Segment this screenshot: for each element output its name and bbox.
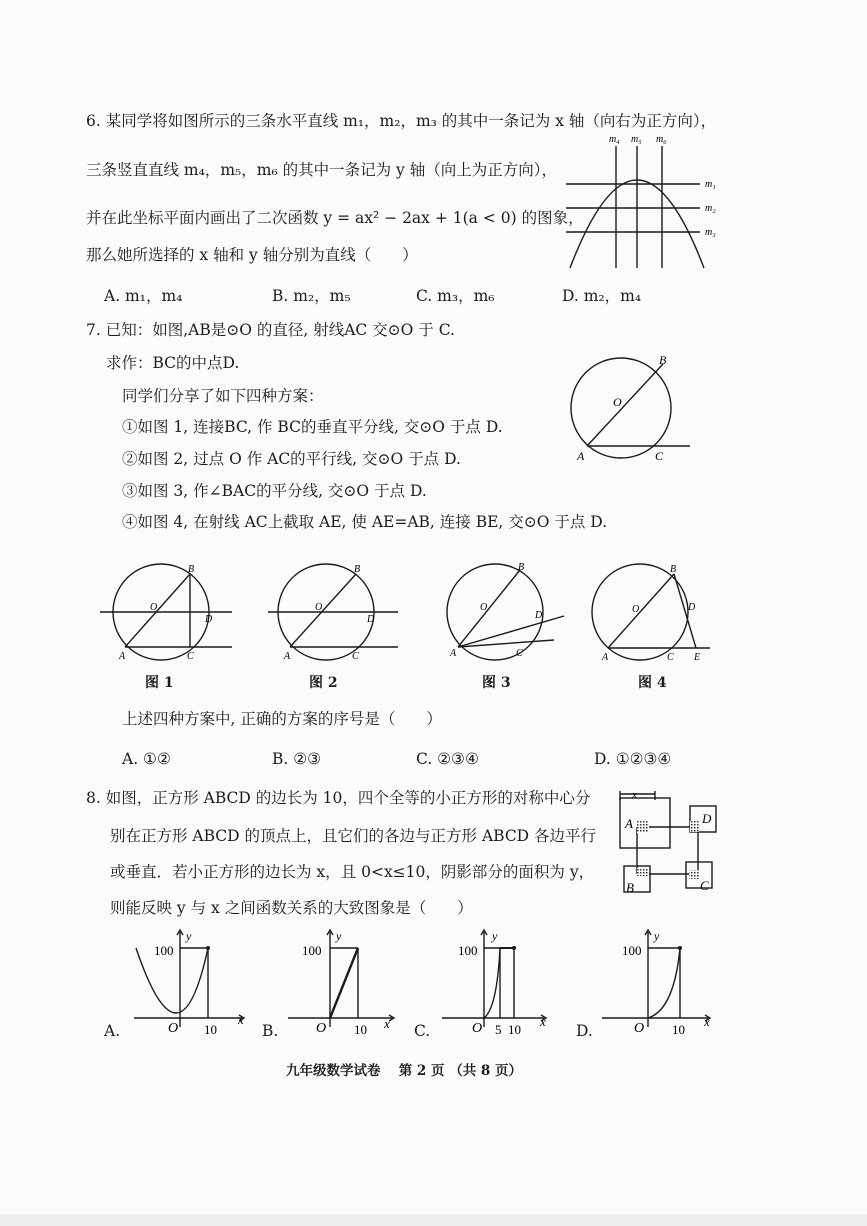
q7-line-4: ①如图 1, 连接BC, 作 BC的垂直平分线, 交⊙O 于点 D. [122,418,503,436]
q6-line-3: 并在此坐标平面内画出了二次函数 y = ax² − 2ax + 1(a < 0) 的图象， [86,209,584,227]
fig4-label-b: B [670,564,677,575]
graph-a-label-o: O [168,1021,179,1036]
fig2-label-o: O [315,602,323,613]
fig3-label-c: C [516,648,523,659]
graph-b-label-y: y [336,929,342,943]
fig4-label-o: O [632,604,640,615]
q8-option-b[interactable]: B. [262,1022,279,1040]
q8-fig-label-d: D [702,811,712,826]
graph-d-label-100: 100 [622,943,642,958]
fig4-label-c: C [667,652,674,663]
q6-line-2: 三条竖直直线 m₄，m₅，m₆ 的其中一条记为 y 轴（向上为正方向）， [86,161,557,179]
q7-line-5: ②如图 2, 过点 O 作 AC的平行线, 交⊙O 于点 D. [122,450,461,468]
q7-question: 上述四种方案中, 正确的方案的序号是（ ） [122,710,442,728]
q6-line-1: 6. 某同学将如图所示的三条水平直线 m₁，m₂，m₃ 的其中一条记为 x 轴（向右为正方向）， [86,112,717,130]
q8-graph-d[interactable] [600,928,720,1037]
graph-c-label-o: O [472,1021,483,1036]
q7-main-figure [566,354,696,466]
graph-a-label-x: x [238,1012,244,1027]
q7-line-3: 同学们分享了如下四种方案： [122,387,324,405]
q7-main-label-c: C [655,449,664,463]
fig6-label-m2: m₂ [705,203,716,214]
graph-b-label-10: 10 [354,1022,367,1037]
q6-parabola-figure [562,132,732,272]
graph-d-label-10: 10 [672,1022,685,1037]
q8-squares-figure [610,788,722,910]
graph-c-label-y: y [492,929,498,943]
q8-line-2: 别在正方形 ABCD 的顶点上，且它们的各边与正方形 ABCD 各边平行 [110,827,597,845]
q8-option-c[interactable]: C. [414,1022,431,1040]
graph-a-label-100: 100 [154,943,174,958]
q7-option-d[interactable]: D. ①②③④ [594,750,672,768]
fig2-label-b: B [354,564,361,575]
q7-option-a[interactable]: A. ①② [122,750,171,768]
fig1-label-b: B [188,564,195,575]
q7-caption-4: 图 4 [638,675,667,691]
q8-graph-b[interactable] [286,928,406,1037]
q8-fig-label-x: x [632,789,637,801]
graph-c-label-100: 100 [458,943,478,958]
fig2-label-d: D [367,614,375,625]
graph-c-label-5: 5 [495,1022,502,1037]
q7-caption-1: 图 1 [145,675,174,691]
fig3-label-a: A [450,648,457,659]
fig4-label-d: D [688,602,696,613]
q7-main-label-b: B [659,353,667,367]
graph-b-label-o: O [316,1021,327,1036]
q8-option-d[interactable]: D. [576,1022,593,1040]
q7-caption-3: 图 3 [482,675,511,691]
q6-option-c[interactable]: C. m₃，m₆ [416,287,495,305]
fig2-label-a: A [284,651,291,662]
q7-option-b[interactable]: B. ②③ [272,750,322,768]
fig1-label-a: A [119,651,126,662]
q7-line-6: ③如图 3, 作∠BAC的平分线, 交⊙O 于点 D. [122,482,427,500]
fig6-label-m6: m₆ [656,134,667,145]
graph-d-label-o: O [634,1021,645,1036]
fig6-label-m1: m₁ [705,179,716,190]
fig3-label-o: O [480,602,488,613]
q8-option-a[interactable]: A. [104,1022,121,1040]
q8-line-3: 或垂直．若小正方形的边长为 x，且 0<x≤10，阴影部分的面积为 y， [110,863,595,881]
q8-fig-label-b: B [626,880,634,895]
q6-option-b[interactable]: B. m₂，m₅ [272,287,351,305]
bottom-margin-bar [0,1214,867,1226]
fig1-label-o: O [150,602,158,613]
graph-c-label-x: x [540,1014,546,1029]
q7-main-label-a: A [577,449,585,463]
q7-option-c[interactable]: C. ②③④ [416,750,479,768]
q6-line-4: 那么她所选择的 x 轴和 y 轴分别为直线（ ） [86,246,418,264]
q8-graph-a[interactable] [130,928,250,1037]
q7-figure-2 [266,566,406,662]
q6-option-d[interactable]: D. m₂，m₄ [562,287,642,305]
graph-b-label-x: x [384,1016,390,1031]
q8-fig-label-a: A [625,816,633,831]
graph-a-label-10: 10 [204,1022,217,1037]
fig4-label-e: E [694,652,701,663]
graph-d-label-x: x [704,1014,710,1029]
q8-line-4: 则能反映 y 与 x 之间函数关系的大致图象是（ ） [110,899,473,917]
q8-line-1: 8. 如图，正方形 ABCD 的边长为 10，四个全等的小正方形的对称中心分 [86,789,591,807]
q7-figure-1 [98,566,238,662]
fig6-label-m4: m₄ [609,134,620,145]
q7-caption-2: 图 2 [309,675,338,691]
graph-d-label-y: y [654,929,660,943]
q6-option-a[interactable]: A. m₁，m₄ [104,287,183,305]
fig6-label-m3: m₃ [705,227,716,238]
fig1-label-d: D [205,614,213,625]
q7-main-label-o: O [613,395,622,409]
fig4-label-a: A [602,652,609,663]
fig1-label-c: C [187,651,194,662]
fig3-label-d: D [535,610,543,621]
q8-fig-label-c: C [700,878,709,893]
q7-figure-4 [594,566,720,664]
q8-graph-c[interactable] [440,928,560,1037]
graph-c-label-10: 10 [508,1022,521,1037]
graph-b-label-100: 100 [302,943,322,958]
page-footer: 九年级数学试卷 第 2 页 （共 8 页） [286,1063,522,1079]
fig6-label-m5: m₅ [631,134,642,145]
q7-line-7: ④如图 4, 在射线 AC上截取 AE, 使 AE=AB, 连接 BE, 交⊙O 于点 D. [122,513,608,531]
q7-line-1: 7. 已知：如图,AB是⊙O 的直径, 射线AC 交⊙O 于 C. [86,321,455,339]
fig3-label-b: B [518,562,525,573]
q7-line-2: 求作：BC的中点D. [106,354,240,372]
graph-a-label-y: y [186,929,192,943]
fig2-label-c: C [352,651,359,662]
q7-figure-3 [440,562,570,662]
